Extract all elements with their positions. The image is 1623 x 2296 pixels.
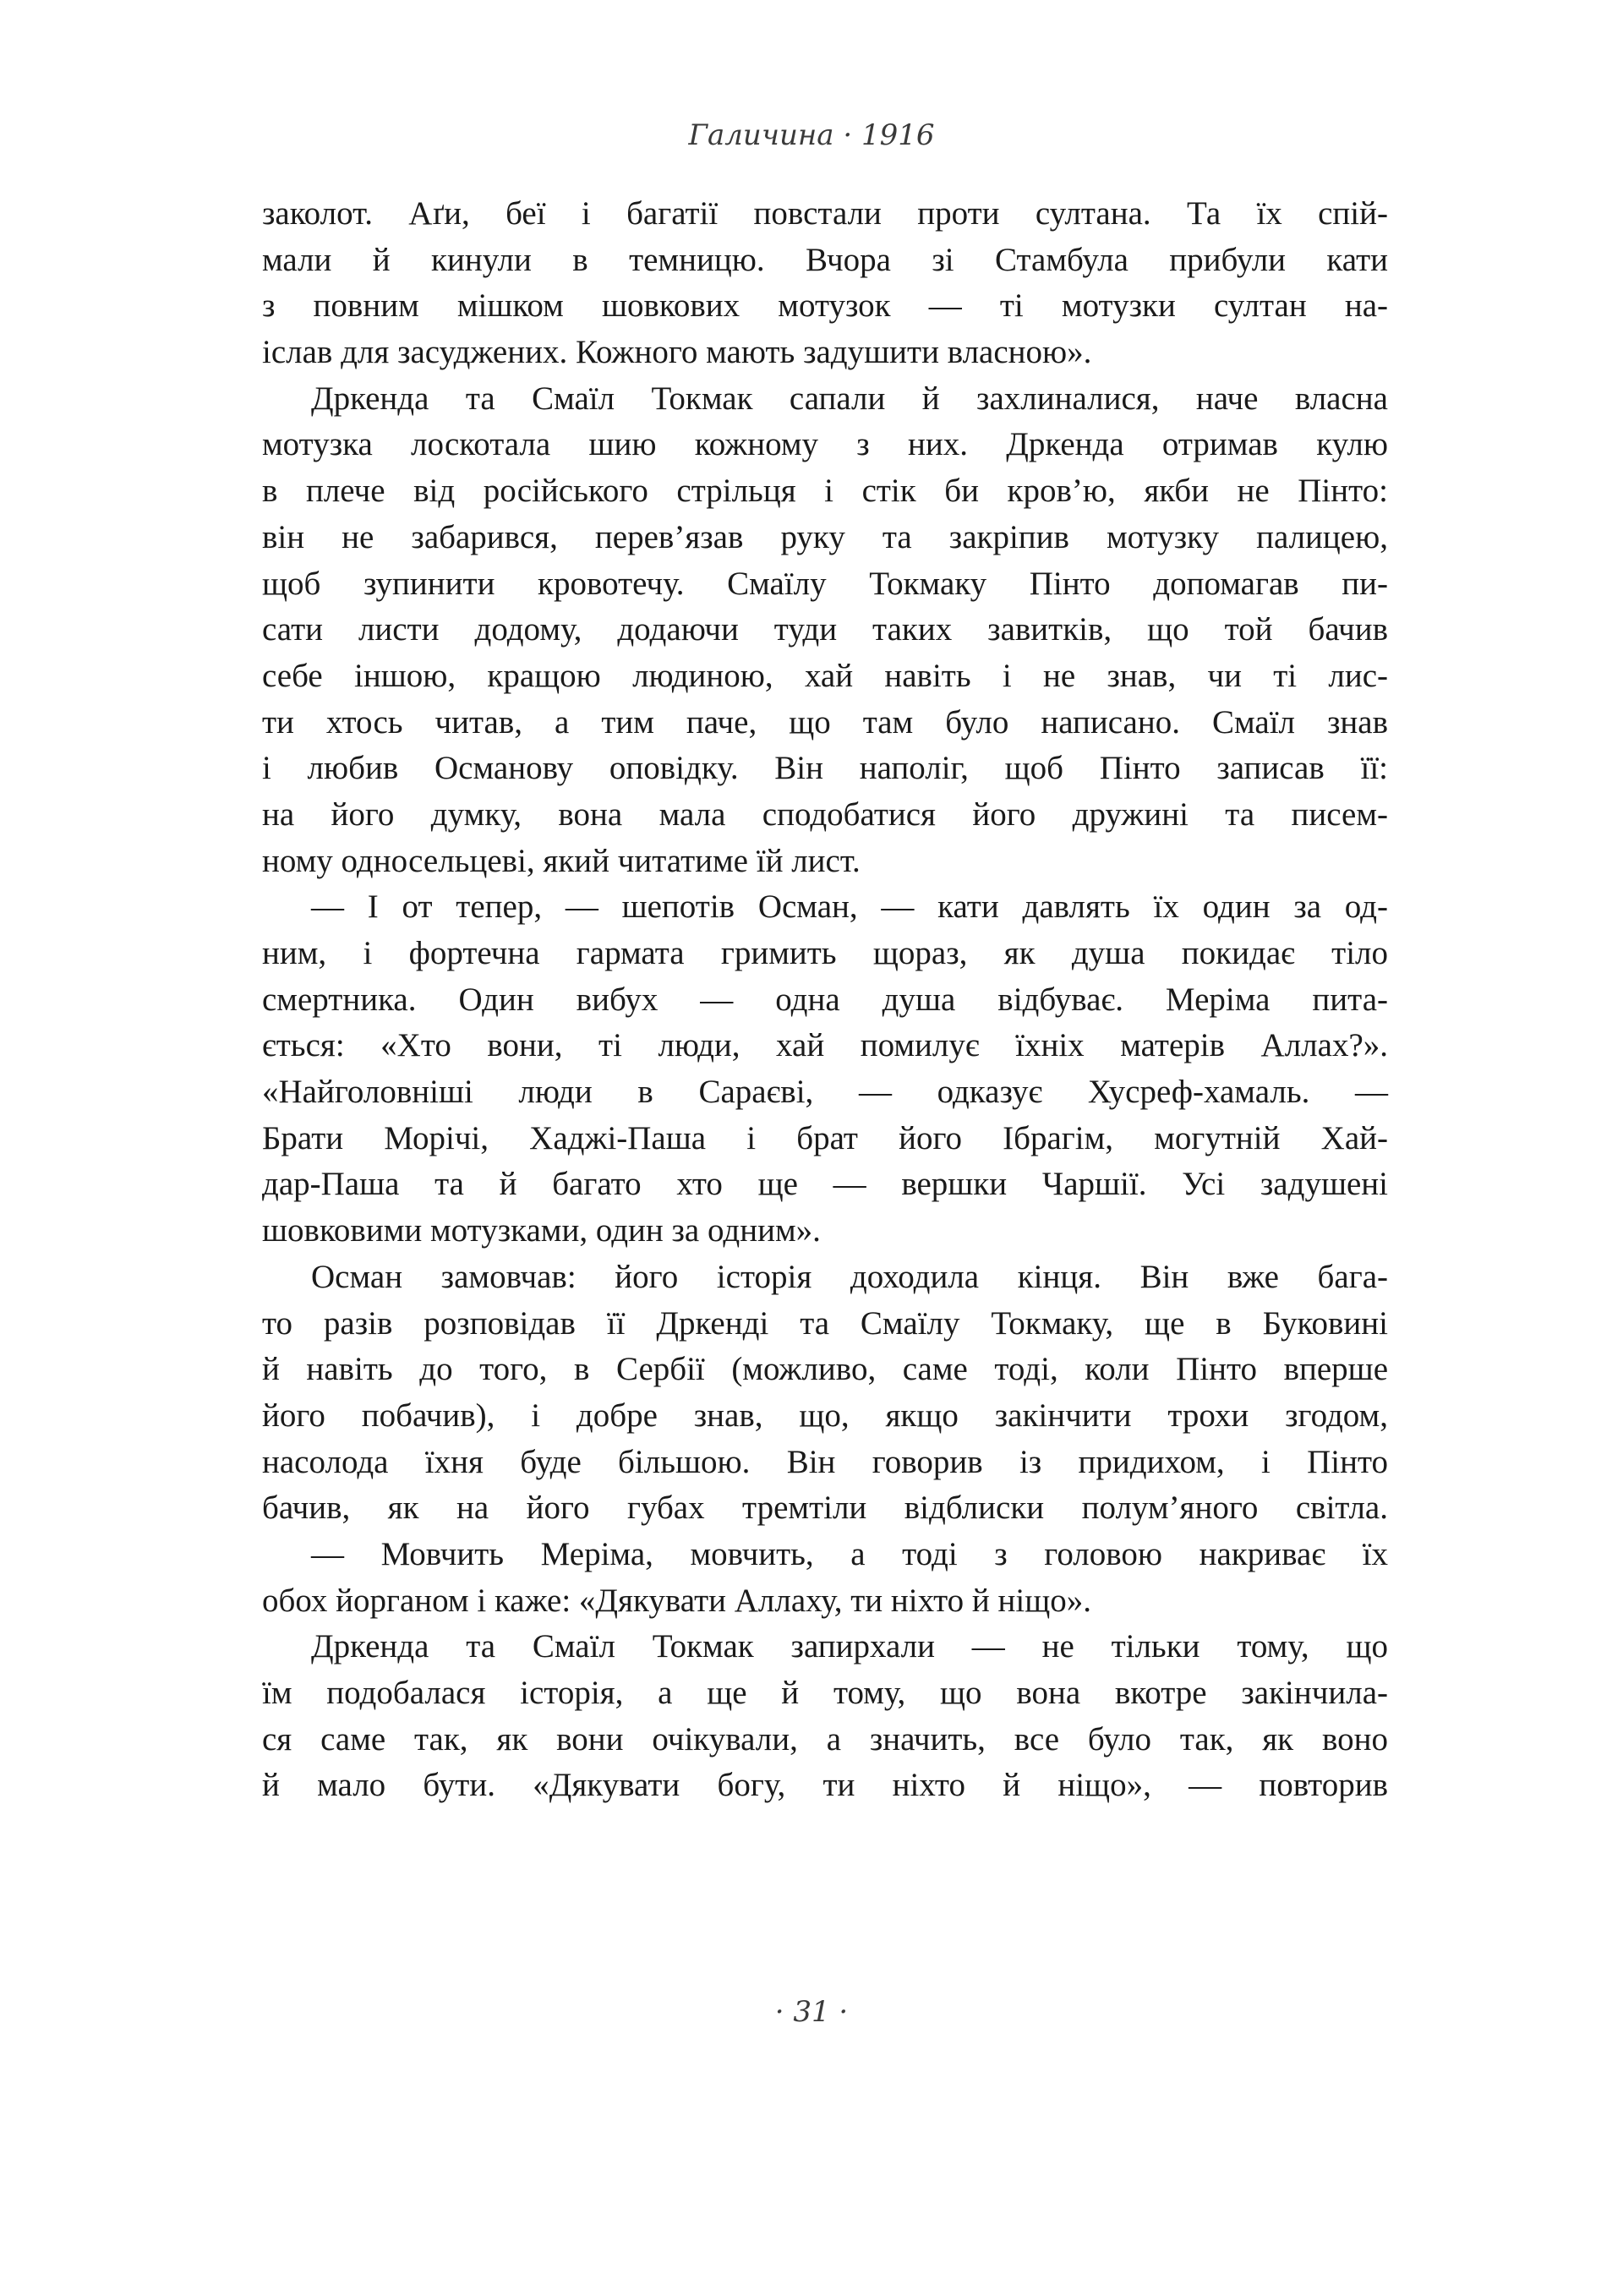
text-line: мотузка лоскотала шию кожному з них. Дркенда отримав кулю xyxy=(262,426,1388,463)
text-line: іслав для засуджених. Кожного мають задушити власною». xyxy=(262,334,1092,371)
text-line: Дркенда та Смаїл Токмак запирхали — не тільки тому, що xyxy=(311,1628,1388,1665)
text-line: ним, і фортечна гармата гримить щораз, як душа покидає тіло xyxy=(262,935,1388,971)
text-line: й мало бути. «Дякувати богу, ти ніхто й ніщо», — повторив xyxy=(262,1767,1388,1804)
text-line: заколот. Аґи, беї і багатії повстали проти султана. Та їх спій- xyxy=(262,195,1388,232)
text-line: смертника. Один вибух — одна душа відбуває. Меріма пита- xyxy=(262,981,1388,1018)
text-line: «Найголовніші люди в Сараєві, — одказує Хусреф-хамаль. — xyxy=(262,1074,1388,1111)
text-line: його побачив), і добре знав, що, якщо закінчити трохи згодом, xyxy=(262,1397,1388,1434)
text-line: себе іншою, кращою людиною, хай навіть і не знав, чи ті лис- xyxy=(262,657,1388,694)
text-line: він не забарився, перев’язав руку та закріпив мотузку палицею, xyxy=(262,518,1388,555)
text-line: — І от тепер, — шепотів Осман, — кати давлять їх один за од- xyxy=(311,888,1388,926)
text-line: мали й кинули в темницю. Вчора зі Стамбула прибули кати xyxy=(262,241,1388,278)
text-line: насолода їхня буде більшою. Він говорив із придихом, і Пінто xyxy=(262,1443,1388,1480)
text-line: дар-Паша та й багато хто ще — вершки Чаршії. Усі задушені xyxy=(262,1166,1388,1203)
text-line: Брати Морічі, Хаджі-Паша і брат його Ібрагім, могутній Хай- xyxy=(262,1119,1388,1156)
text-line: бачив, як на його губах тремтіли відблиски полум’яного світла. xyxy=(262,1490,1388,1527)
text-line: з повним мішком шовкових мотузок — ті мотузки султан на- xyxy=(262,287,1388,325)
text-line: Осман замовчав: його історія доходила кінця. Він вже бага- xyxy=(311,1258,1388,1295)
text-line: ти хтось читав, а тим паче, що там було написано. Смаїл знав xyxy=(262,703,1388,741)
text-line: то разів розповідав її Дркенді та Смаїлу Токмаку, ще в Буковині xyxy=(262,1304,1388,1342)
text-line: і любив Османову оповідку. Він наполіг, щоб Пінто записав її: xyxy=(262,750,1388,787)
text-line: ся саме так, як вони очікували, а значить, все було так, як воно xyxy=(262,1720,1388,1758)
text-line: ється: «Хто вони, ті люди, хай помилує їхніх матерів Аллах?». xyxy=(262,1027,1388,1064)
body-text xyxy=(262,191,1388,1809)
text-line: обох йорганом і каже: «Дякувати Аллаху, ти ніхто й ніщо». xyxy=(262,1582,1092,1619)
text-line: на його думку, вона мала сподобатися його дружині та писем- xyxy=(262,795,1388,833)
text-line: й навіть до того, в Сербії (можливо, саме тоді, коли Пінто вперше xyxy=(262,1351,1388,1388)
text-line: шовковими мотузками, один за одним». xyxy=(262,1212,821,1249)
text-line: щоб зупинити кровотечу. Смаїлу Токмаку Пінто допомагав пи- xyxy=(262,565,1388,602)
running-head: Галичина · 1916 xyxy=(688,118,935,152)
text-line: ному односельцеві, який читатиме їй лист. xyxy=(262,842,861,879)
text-line: Дркенда та Смаїл Токмак сапали й захлиналися, наче власна xyxy=(311,380,1388,417)
text-line: в плече від російського стрільця і стік би кров’ю, якби не Пінто: xyxy=(262,473,1388,510)
text-line: їм подобалася історія, а ще й тому, що вона вкотре закінчила- xyxy=(262,1675,1388,1711)
text-line: — Мовчить Меріма, мовчить, а тоді з головою накриває їх xyxy=(311,1535,1388,1572)
page-number: · 31 · xyxy=(774,1995,849,2029)
text-line: сати листи додому, додаючи туди таких завитків, що той бачив xyxy=(262,611,1388,648)
